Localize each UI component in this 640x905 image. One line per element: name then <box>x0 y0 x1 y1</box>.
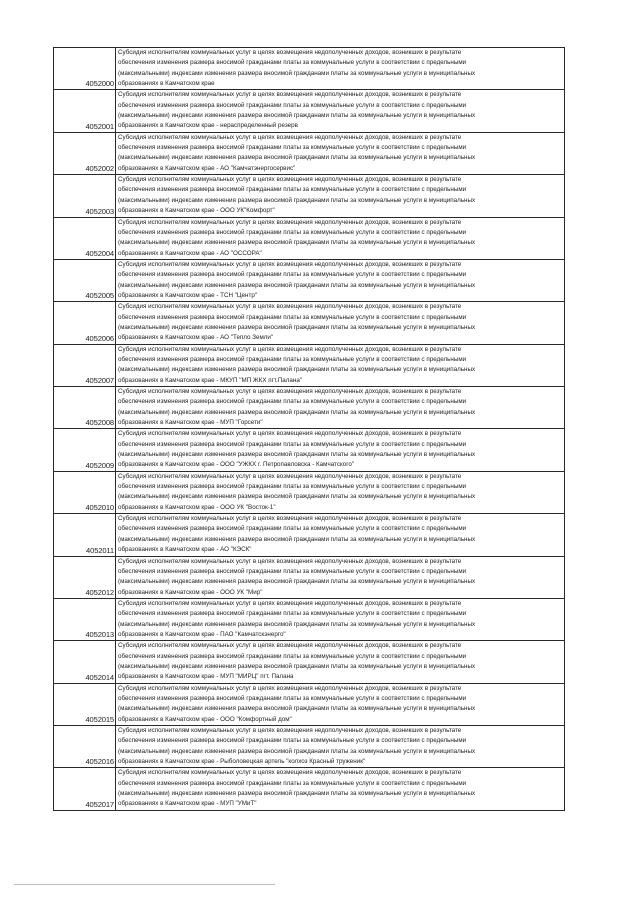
description-line: Субсидия исполнителям коммунальных услуг в целях возмещения недополученных доходов, возникших в результате <box>118 557 462 565</box>
table-row <box>54 175 565 217</box>
row-code: 4052007 <box>54 344 116 386</box>
subsidy-codes-table <box>53 47 565 811</box>
table-row <box>54 132 565 174</box>
row-code: 4052001 <box>54 90 116 132</box>
description-line: образованиях в Камчатском крае - АО "Камчатэнергосервис" <box>118 164 296 172</box>
row-description <box>116 683 565 725</box>
description-line: (максимальными) индексами изменения размера вносимой гражданами платы за коммунальные услуги в муниципальных <box>118 451 476 459</box>
row-description <box>116 175 565 217</box>
row-code: 4052006 <box>54 302 116 344</box>
footer-rule <box>14 884 275 885</box>
description-line: образованиях в Камчатском крае - Рыболовецкая артель "колхоз Красный труженик" <box>118 758 366 766</box>
description-line: (максимальными) индексами изменения размера вносимой гражданами платы за коммунальные услуги в муниципальных <box>118 578 476 586</box>
description-line: обеспечения изменения размера вносимой гражданами платы за коммунальные услуги в соответствии с предельными <box>118 737 467 745</box>
description-line: (максимальными) индексами изменения размера вносимой гражданами платы за коммунальные услуги в муниципальных <box>118 408 476 416</box>
row-code: 4052009 <box>54 429 116 471</box>
description-line: Субсидия исполнителям коммунальных услуг в целях возмещения недополученных доходов, возникших в результате <box>118 388 462 395</box>
description-line: (максимальными) индексами изменения размера вносимой гражданами платы за коммунальные услуги в муниципальных <box>118 154 476 162</box>
description-line: (максимальными) индексами изменения размера вносимой гражданами платы за коммунальные услуги в муниципальных <box>118 69 476 77</box>
table-body <box>54 48 565 811</box>
description-line: образованиях в Камчатском крае - МУП "Горсети" <box>118 419 263 427</box>
description-line: образованиях в Камчатском крае - МУП "МИРЦ" пгт. Палана <box>118 673 294 681</box>
description-line: (максимальными) индексами изменения размера вносимой гражданами платы за коммунальные услуги в муниципальных <box>118 662 476 670</box>
description-line: образованиях в Камчатском крае - МУП "УМиТ" <box>118 800 257 808</box>
description-line: обеспечения изменения размера вносимой гражданами платы за коммунальные услуги в соответствии с предельными <box>118 398 467 406</box>
description-line: Субсидия исполнителям коммунальных услуг в целях возмещения недополученных доходов, возникших в результате <box>118 599 462 607</box>
table-row <box>54 641 565 683</box>
description-line: образованиях в Камчатском крае - МКУП "МП ЖКХ пгт.Палана" <box>118 376 303 384</box>
description-line: Субсидия исполнителям коммунальных услуг в целях возмещения недополученных доходов, возникших в результате <box>118 133 462 141</box>
description-line: обеспечения изменения размера вносимой гражданами платы за коммунальные услуги в соответствии с предельными <box>118 313 467 321</box>
table-row <box>54 726 565 768</box>
description-line: образованиях в Камчатском крае - ООО УК"Комфорт" <box>118 207 275 215</box>
description-line: (максимальными) индексами изменения размера вносимой гражданами платы за коммунальные услуги в муниципальных <box>118 196 476 204</box>
table-row <box>54 259 565 301</box>
description-line: Субсидия исполнителям коммунальных услуг в целях возмещения недополученных доходов, возникших в результате <box>118 684 462 692</box>
description-line: обеспечения изменения размера вносимой гражданами платы за коммунальные услуги в соответствии с предельными <box>118 610 467 618</box>
table-row <box>54 90 565 132</box>
description-line: (максимальными) индексами изменения размера вносимой гражданами платы за коммунальные услуги в муниципальных <box>118 239 476 247</box>
row-description <box>116 344 565 386</box>
row-description <box>116 259 565 301</box>
description-line: Субсидия исполнителям коммунальных услуг в целях возмещения недополученных доходов, возникших в результате <box>118 430 462 438</box>
description-line: образованиях в Камчатском крае - ТСН "Центр" <box>118 291 258 299</box>
description-line: Субсидия исполнителям коммунальных услуг в целях возмещения недополученных доходов, возникших в результате <box>118 515 462 523</box>
table-row <box>54 768 565 810</box>
row-description <box>116 90 565 132</box>
description-line: Субсидия исполнителям коммунальных услуг в целях возмещения недополученных доходов, возникших в результате <box>118 303 462 311</box>
description-line: обеспечения изменения размера вносимой гражданами платы за коммунальные услуги в соответствии с предельными <box>118 483 467 491</box>
row-code: 4052002 <box>54 132 116 174</box>
table-row <box>54 556 565 598</box>
description-line: образованиях в Камчатском крае - ООО "Комфортный дом" <box>118 715 292 723</box>
table-row <box>54 217 565 259</box>
description-line: образованиях в Камчатском крае - ООО УК "Мир" <box>118 588 263 596</box>
description-line: образованиях в Камчатском крае <box>118 80 215 88</box>
row-description <box>116 302 565 344</box>
row-description <box>116 768 565 810</box>
row-description <box>116 429 565 471</box>
row-code: 4052003 <box>54 175 116 217</box>
row-code: 4052011 <box>54 514 116 556</box>
row-description <box>116 598 565 640</box>
row-code: 4052010 <box>54 471 116 513</box>
table-row <box>54 302 565 344</box>
description-line: Субсидия исполнителям коммунальных услуг в целях возмещения недополученных доходов, возникших в результате <box>118 472 462 480</box>
description-line: Субсидия исполнителям коммунальных услуг в целях возмещения недополученных доходов, возникших в результате <box>118 727 462 734</box>
description-line: Субсидия исполнителям коммунальных услуг в целях возмещения недополученных доходов, возникших в результате <box>118 218 462 226</box>
description-line: Субсидия исполнителям коммунальных услуг в целях возмещения недополученных доходов, возникших в результате <box>118 91 462 99</box>
row-code: 4052015 <box>54 683 116 725</box>
table-row <box>54 387 565 429</box>
row-code: 4052005 <box>54 259 116 301</box>
table-row <box>54 514 565 556</box>
description-line: обеспечения изменения размера вносимой гражданами платы за коммунальные услуги в соответствии с предельными <box>118 59 467 67</box>
row-description <box>116 556 565 598</box>
description-line: образованиях в Камчатском крае - нераспределенный резерв <box>118 122 298 130</box>
description-line: (максимальными) индексами изменения размера вносимой гражданами платы за коммунальные услуги в муниципальных <box>118 747 476 755</box>
description-line: (максимальными) индексами изменения размера вносимой гражданами платы за коммунальные услуги в муниципальных <box>118 366 476 374</box>
description-line: обеспечения изменения размера вносимой гражданами платы за коммунальные услуги в соответствии с предельными <box>118 525 467 533</box>
description-line: обеспечения изменения размера вносимой гражданами платы за коммунальные услуги в соответствии с предельными <box>118 228 467 236</box>
row-description <box>116 471 565 513</box>
description-line: (максимальными) индексами изменения размера вносимой гражданами платы за коммунальные услуги в муниципальных <box>118 620 476 628</box>
description-line: образованиях в Камчатском крае - АО "Тепло Земли" <box>118 334 274 342</box>
description-line: обеспечения изменения размера вносимой гражданами платы за коммунальные услуги в соответствии с предельными <box>118 355 467 363</box>
row-code: 4052000 <box>54 48 116 90</box>
description-line: обеспечения изменения размера вносимой гражданами платы за коммунальные услуги в соответствии с предельными <box>118 779 467 787</box>
table-row <box>54 683 565 725</box>
description-line: Субсидия исполнителям коммунальных услуг в целях возмещения недополученных доходов, возникших в результате <box>118 769 462 777</box>
row-code: 4052008 <box>54 387 116 429</box>
table-row <box>54 48 565 90</box>
row-code: 4052012 <box>54 556 116 598</box>
description-line: (максимальными) индексами изменения размера вносимой гражданами платы за коммунальные услуги в муниципальных <box>118 112 476 120</box>
description-line: образованиях в Камчатском крае - ООО "УЖКХ г. Петропавловска - Камчатского" <box>118 461 355 469</box>
row-description <box>116 48 565 90</box>
row-description <box>116 387 565 429</box>
row-description <box>116 726 565 768</box>
description-line: образованиях в Камчатском крае - ПАО "Камчатскэнерго" <box>118 630 286 638</box>
description-line: (максимальными) индексами изменения размера вносимой гражданами платы за коммунальные услуги в муниципальных <box>118 281 476 289</box>
table-row <box>54 471 565 513</box>
description-line: обеспечения изменения размера вносимой гражданами платы за коммунальные услуги в соответствии с предельными <box>118 101 467 109</box>
description-line: обеспечения изменения размера вносимой гражданами платы за коммунальные услуги в соответствии с предельными <box>118 567 467 575</box>
row-code: 4052013 <box>54 598 116 640</box>
row-code: 4052004 <box>54 217 116 259</box>
row-description <box>116 641 565 683</box>
description-line: Субсидия исполнителям коммунальных услуг в целях возмещения недополученных доходов, возникших в результате <box>118 49 462 56</box>
description-line: обеспечения изменения размера вносимой гражданами платы за коммунальные услуги в соответствии с предельными <box>118 271 467 279</box>
row-code: 4052017 <box>54 768 116 810</box>
table-row <box>54 429 565 471</box>
description-line: обеспечения изменения размера вносимой гражданами платы за коммунальные услуги в соответствии с предельными <box>118 440 467 448</box>
description-line: (максимальными) индексами изменения размера вносимой гражданами платы за коммунальные услуги в муниципальных <box>118 790 476 798</box>
row-code: 4052014 <box>54 641 116 683</box>
description-line: (максимальными) индексами изменения размера вносимой гражданами платы за коммунальные услуги в муниципальных <box>118 535 476 543</box>
description-line: (максимальными) индексами изменения размера вносимой гражданами платы за коммунальные услуги в муниципальных <box>118 493 476 501</box>
description-line: образованиях в Камчатском крае - АО "ОССОРА" <box>118 249 262 257</box>
description-line: обеспечения изменения размера вносимой гражданами платы за коммунальные услуги в соответствии с предельными <box>118 694 467 702</box>
description-line: (максимальными) индексами изменения размера вносимой гражданами платы за коммунальные услуги в муниципальных <box>118 705 476 713</box>
table-row <box>54 344 565 386</box>
description-line: обеспечения изменения размера вносимой гражданами платы за коммунальные услуги в соответствии с предельными <box>118 144 467 152</box>
description-line: обеспечения изменения размера вносимой гражданами платы за коммунальные услуги в соответствии с предельными <box>118 652 467 660</box>
description-line: обеспечения изменения размера вносимой гражданами платы за коммунальные услуги в соответствии с предельными <box>118 186 467 194</box>
description-line: (максимальными) индексами изменения размера вносимой гражданами платы за коммунальные услуги в муниципальных <box>118 323 476 331</box>
row-description <box>116 217 565 259</box>
description-line: Субсидия исполнителям коммунальных услуг в целях возмещения недополученных доходов, возникших в результате <box>118 260 462 268</box>
description-line: Субсидия исполнителям коммунальных услуг в целях возмещения недополученных доходов, возникших в результате <box>118 642 462 650</box>
description-line: образованиях в Камчатском крае - ООО УК "Восток-1" <box>118 503 276 511</box>
description-line: образованиях в Камчатском крае - АО "КЭСК" <box>118 546 252 554</box>
table-row <box>54 598 565 640</box>
description-line: Субсидия исполнителям коммунальных услуг в целях возмещения недополученных доходов, возникших в результате <box>118 176 462 184</box>
row-description <box>116 514 565 556</box>
row-description <box>116 132 565 174</box>
row-code: 4052016 <box>54 726 116 768</box>
description-line: Субсидия исполнителям коммунальных услуг в целях возмещения недополученных доходов, возникших в результате <box>118 345 462 353</box>
